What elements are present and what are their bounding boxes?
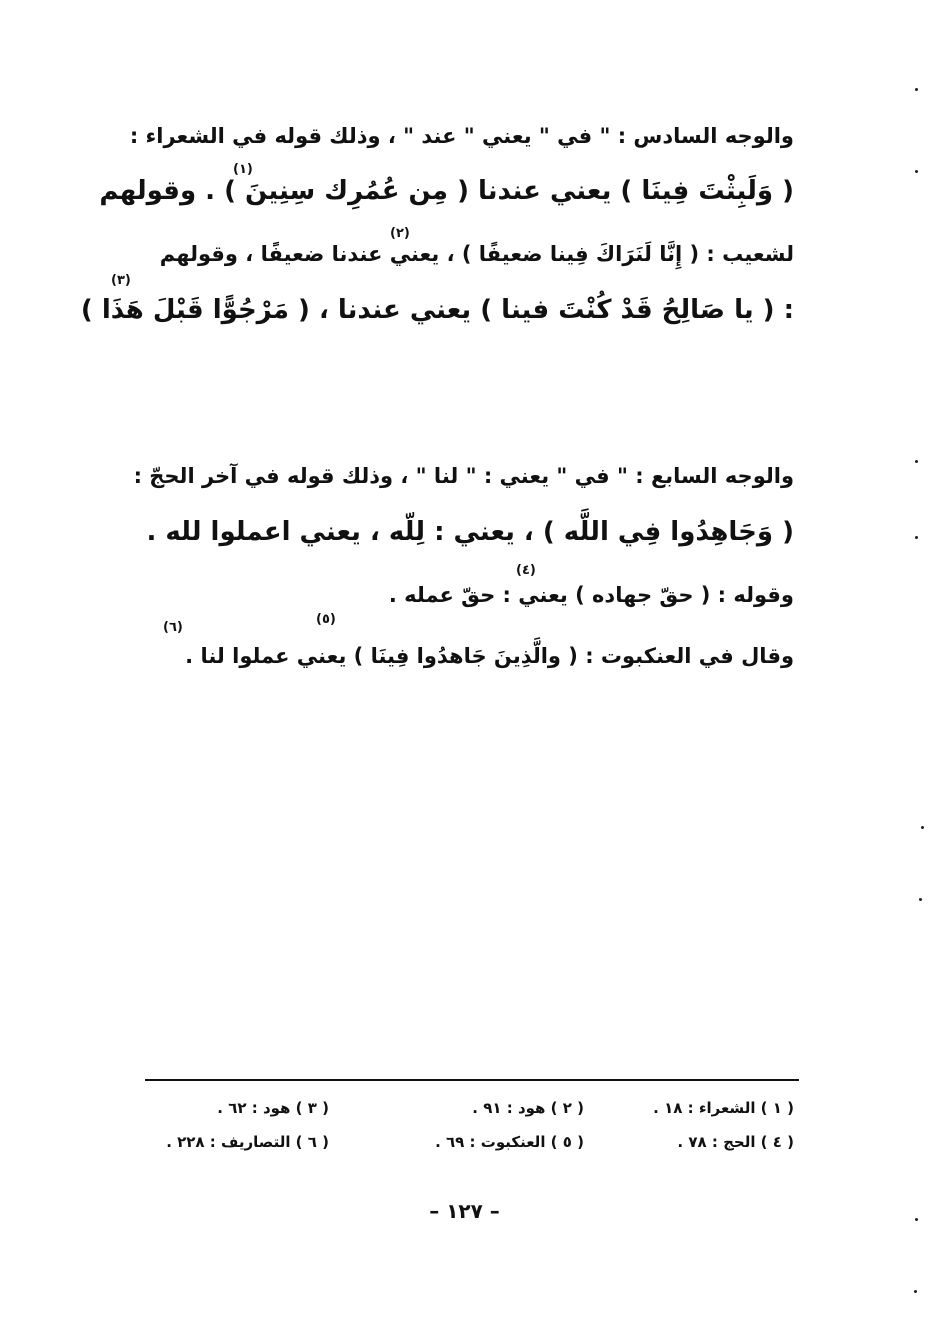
footnote-6: ( ٦ ) التصاريف : ٢٢٨ . [166,1133,329,1151]
footnote-separator [145,1079,799,1081]
scan-speck [915,88,918,91]
section-seven-line-1: والوجه السابع : " في " يعني : " لنا " ، وذلك قوله في آخر الحجّ : [133,464,794,488]
scan-speck [915,1218,918,1221]
footnote-ref-5: (٥) [316,612,336,627]
footnote-ref-6: (٦) [163,620,183,635]
footnote-2: ( ٢ ) هود : ٩١ . [472,1099,584,1117]
footnote-1: ( ١ ) الشعراء : ١٨ . [653,1099,794,1117]
scan-speck [914,1290,917,1293]
page-number: – ١٢٧ – [429,1199,500,1223]
section-six-line-4: : ( يا صَالِحُ قَدْ كُنْتَ فينا ) يعني عندنا ، ( مَرْجُوًّا قَبْلَ هَذَا ) [80,295,794,325]
footnote-4: ( ٤ ) الحج : ٧٨ . [677,1133,794,1151]
scan-speck [915,460,918,463]
footnote-ref-3: (٣) [111,273,131,288]
scan-speck [921,826,924,829]
footnote-ref-2: (٢) [390,226,410,241]
scan-speck [919,898,922,901]
scan-speck [915,536,918,539]
footnote-ref-4: (٤) [516,563,536,578]
section-seven-line-2: ( وَجَاهِدُوا فِي اللَّه ) ، يعني : لِلّه ، يعني اعملوا لله . [146,517,794,547]
section-six-line-1: والوجه السادس : " في " يعني " عند " ، وذلك قوله في الشعراء : [129,124,794,148]
section-seven-line-3: وقوله : ( حقّ جهاده ) يعني : حقّ عمله . [388,583,794,607]
footnote-5: ( ٥ ) العنكبوت : ٦٩ . [435,1133,584,1151]
scan-speck [915,170,918,173]
footnote-ref-1: (١) [233,162,253,177]
section-six-line-2: ( وَلَبِثْتَ فِينَا ) يعني عندنا ( مِن عُمُرِك سِنِينَ ) . وقولهم [99,176,794,206]
section-six-line-3: لشعيب : ( إِنَّا لَنَرَاكَ فِينا ضعيفًا ) ، يعني عندنا ضعيفًا ، وقولهم [159,242,794,266]
section-seven-line-4: وقال في العنكبوت : ( والَّذِينَ جَاهدُوا فِينَا ) يعني عملوا لنا . [185,644,794,668]
footnote-3: ( ٣ ) هود : ٦٢ . [217,1099,329,1117]
